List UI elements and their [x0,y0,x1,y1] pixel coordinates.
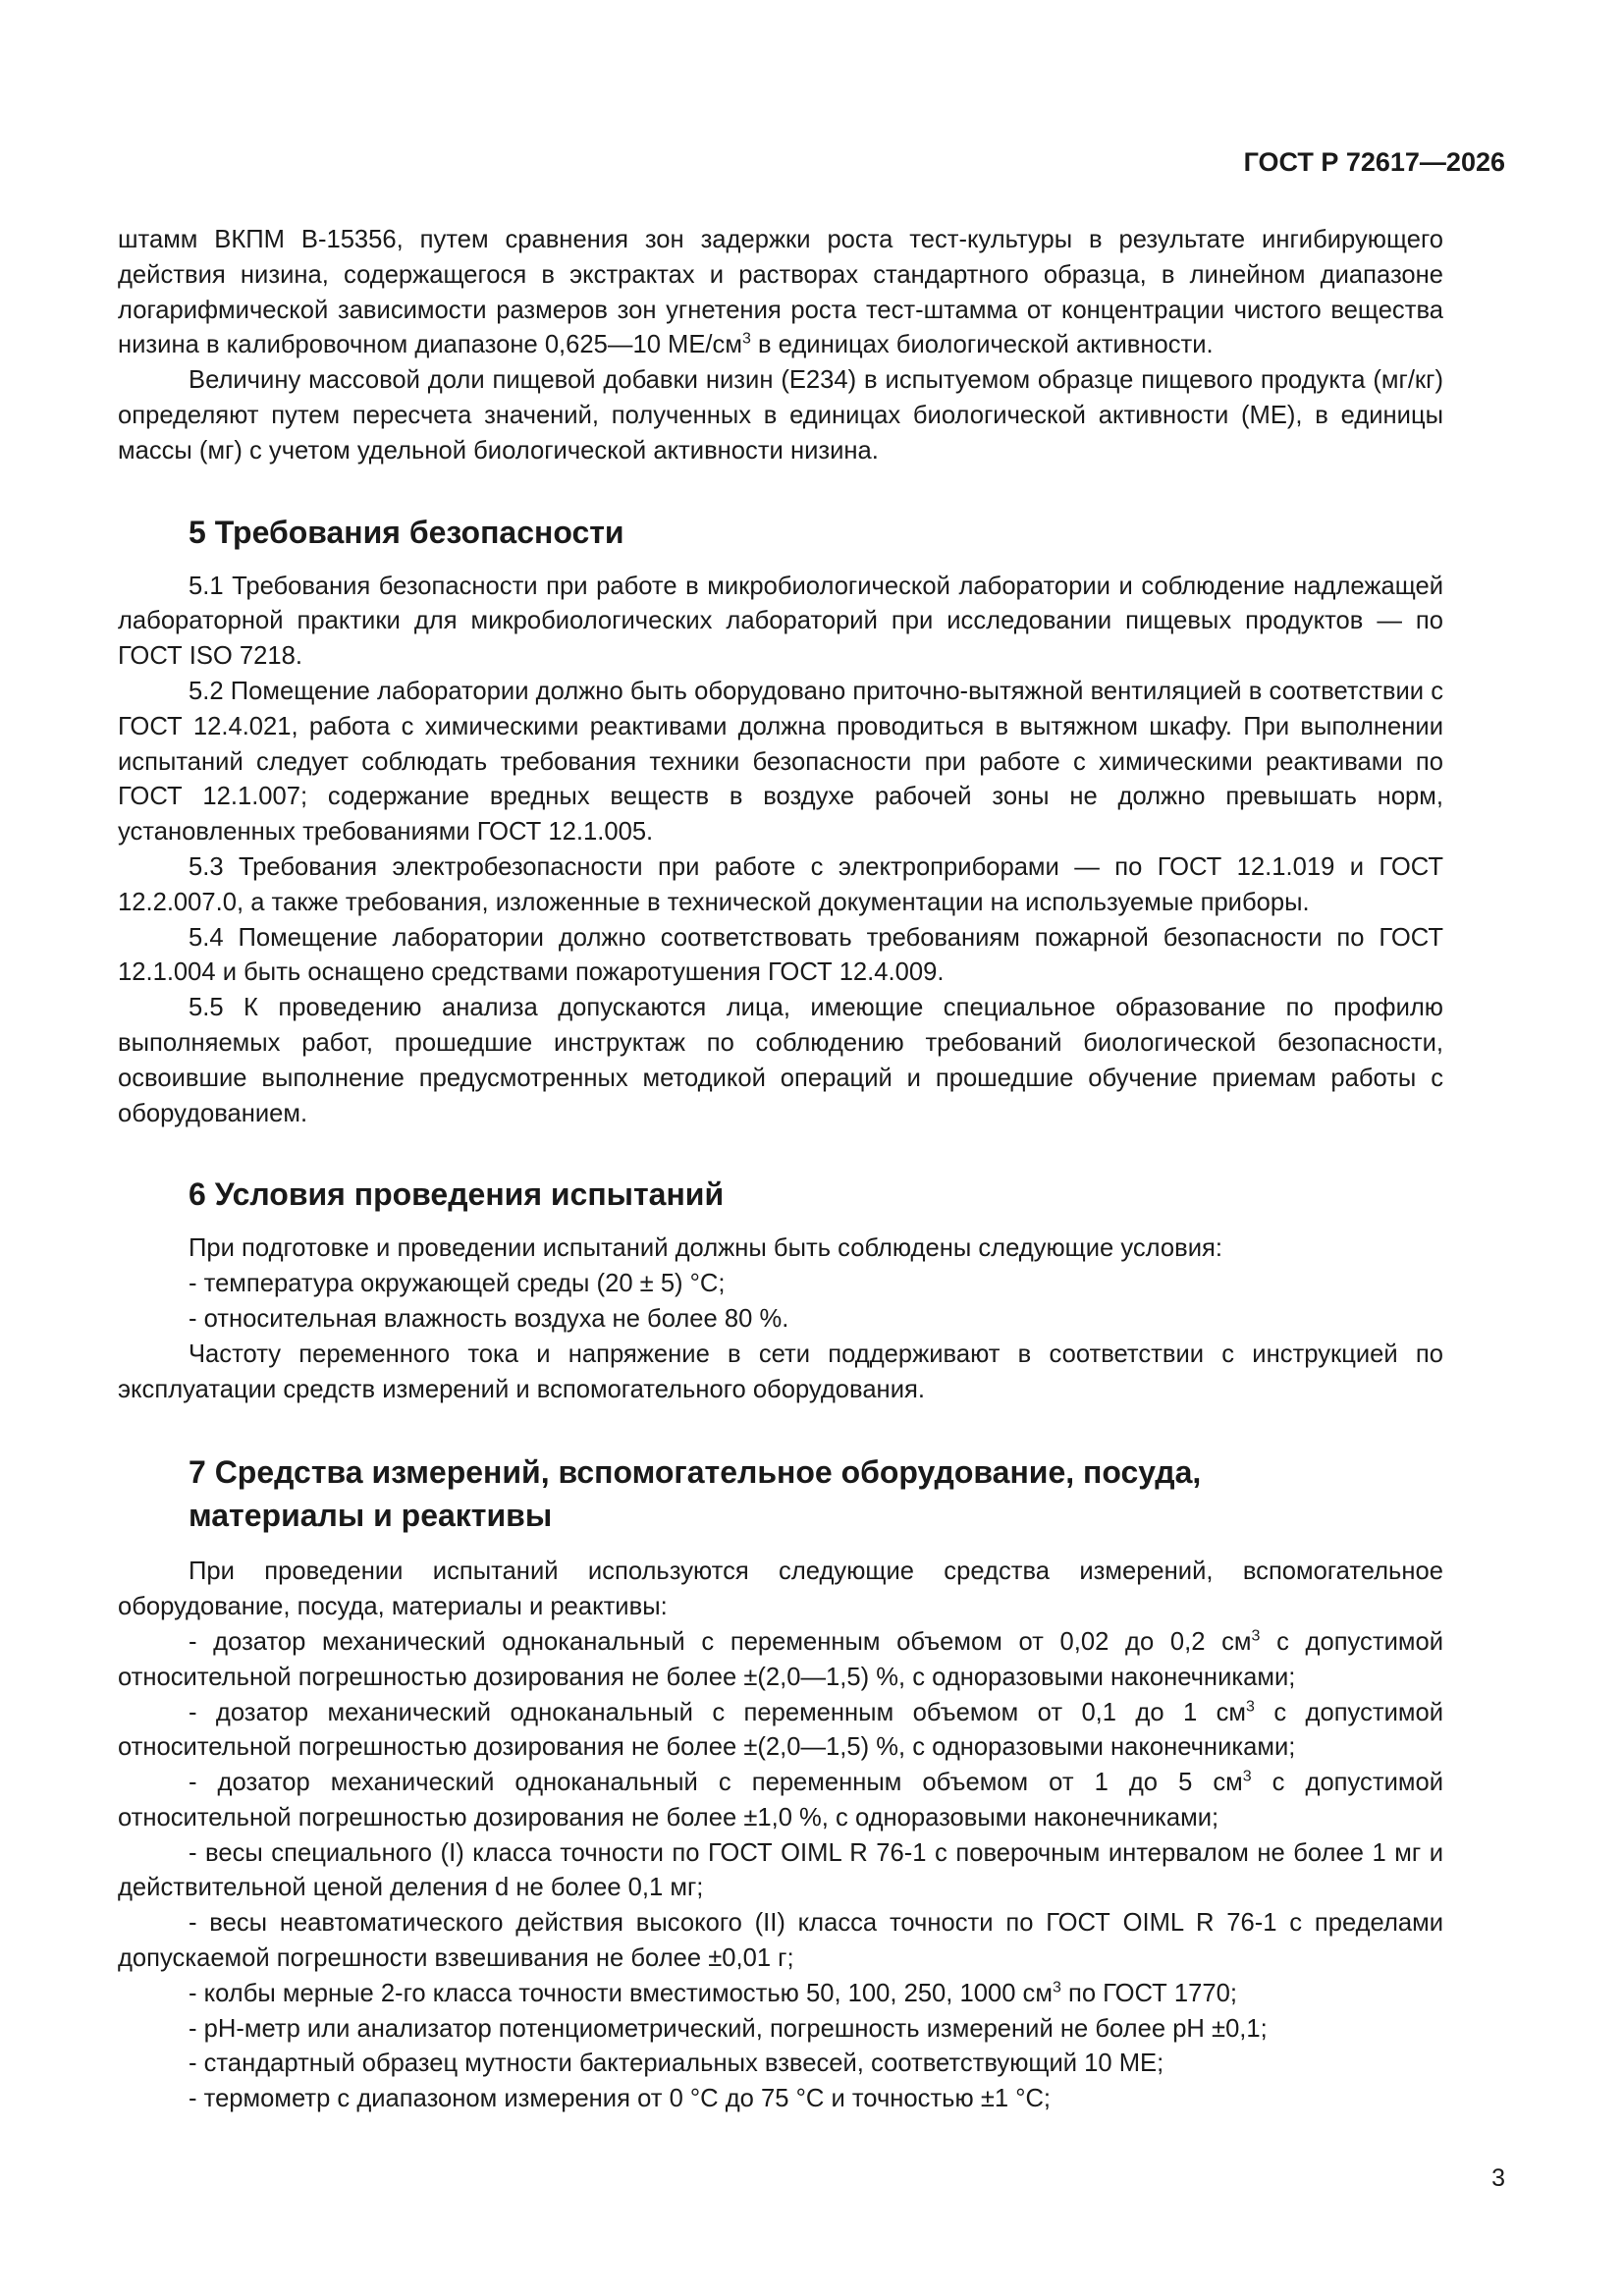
section-7-bullet-4: - весы специального (I) класса точности по ГОСТ OIML R 76-1 с поверочным интервалом не более 1 мг и действительной ценой деления d не более 0,1 мг; [118,1838,1443,1902]
section-7-bullet-7: - рН-метр или анализатор потенциометрический, погрешность измерений не более рН ±0,1; [189,2014,1268,2043]
page-number: 3 [1491,2164,1505,2192]
section-5-heading: 5 Требования безопасности [189,514,624,550]
section-7-bullet-8: - стандартный образец мутности бактериальных взвесей, соответствующий 10 МЕ; [189,2050,1164,2078]
section-5-item-3: 5.3 Требования электробезопасности при работе с электроприборами — по ГОСТ 12.1.019 и ГОСТ 12.2.007.0, а также требования, изложенные в технической документации на используемые приборы. [118,852,1443,916]
section-5-item-5: 5.5 К проведению анализа допускаются лица, имеющие специальное образование по профилю выполняемых работ, прошедшие инструктаж по соблюдению требований биологической безопасности, освоившие выполнение предусмотренных методикой операций и прошедшие обучение приемам работы с оборудованием. [118,994,1443,1127]
section-6-tail: Частоту переменного тока и напряжение в сети поддерживают в соответствии с инструкцией по эксплуатации средств измерений и вспомогательного оборудования. [118,1339,1443,1403]
section-6-lead: При подготовке и проведении испытаний должны быть соблюдены следующие условия: [189,1234,1222,1263]
section-7-bullet-3: - дозатор механический одноканальный с переменным объемом от 1 до 5 $см^3$ с допустимой относительной погрешностью дозирования не более ±1,0 %, с одноразовыми наконечниками; [118,1768,1443,1831]
section-7-lead: При проведении испытаний используются следующие средства измерений, вспомогательное оборудование, посуда, материалы и реактивы: [118,1558,1443,1621]
section-6-bullet-2: - относительная влажность воздуха не более 80 %. [189,1304,789,1333]
section-5-item-4: 5.4 Помещение лаборатории должно соответствовать требованиям пожарной безопасности по ГОСТ 12.1.004 и быть оснащено средствами пожаротушения ГОСТ 12.4.009. [118,923,1443,987]
intro-paragraph-1: штамм ВКПМ В-15356, путем сравнения зон задержки роста тест-культуры в результате ингибирующего действия низина, содержащегося в экстрактах и растворах стандартного образца, в линейном диапазоне логарифмической зависимости размеров зон угнетения роста тест-штамма от концентрации чистого вещества низина в калибровочном диапазоне 0,625—10 $МЕ/см^3$ в единицах биологической активности. [118,226,1443,359]
section-7-bullet-9: - термометр с диапазоном измерения от 0 °С до 75 °С и точностью ±1 °С; [189,2085,1052,2113]
section-7-bullet-1: - дозатор механический одноканальный с переменным объемом от 0,02 до 0,2 $см^3$ с допустимой относительной погрешностью дозирования не более ±(2,0—1,5) %, с одноразовыми наконечниками; [118,1627,1444,1691]
section-6-bullet-1: - температура окружающей среды (20 ± 5) °С; [189,1270,726,1298]
document-body [118,223,1443,2117]
section-7-bullet-5: - весы неавтоматического действия высокого (II) класса точности по ГОСТ OIML R 76-1 с пределами допускаемой погрешности взвешивания не более ±0,01 г; [118,1909,1443,1973]
section-7-bullet-2: - дозатор механический одноканальный с переменным объемом от 0,1 до 1 $см^3$ с допустимой относительной погрешностью дозирования не более ±(2,0—1,5) %, с одноразовыми наконечниками; [118,1697,1444,1762]
section-7-heading: 7 Средства измерений, вспомогательное оборудование, посуда, материалы и реактивы [189,1454,1202,1534]
section-5-item-2: 5.2 Помещение лаборатории должно быть оборудовано приточно-вытяжной вентиляцией в соответствии с ГОСТ 12.4.021, работа с химическими реактивами должна проводиться в вытяжном шкафу. При выполнении испытаний следует соблюдать требования техники безопасности при работе с химическими реактивами по ГОСТ 12.1.007; содержание вредных веществ в воздухе рабочей зоны не должно превышать норм, установленных требованиями ГОСТ 12.1.005. [118,677,1443,847]
section-6-heading: 6 Условия проведения испытаний [189,1176,725,1213]
section-5-item-1: 5.1 Требования безопасности при работе в микробиологической лаборатории и соблюдение надлежащей лабораторной практики для микробиологических лабораторий при исследовании пищевых продуктов — по ГОСТ ISO 7218. [118,572,1443,671]
document-code-header: ГОСТ Р 72617—2026 [1243,147,1505,177]
intro-paragraph-2: Величину массовой доли пищевой добавки низин (Е234) в испытуемом образце пищевого продукта (мг/кг) определяют путем пересчета значений, полученных в единицах биологической активности (МЕ), в единицы массы (мг) с учетом удельной биологической активности низина. [118,366,1443,465]
section-7-bullet-6: - колбы мерные 2-го класса точности вместимостью 50, 100, 250, 1000 $см^3$ по ГОСТ 1770; [189,1979,1237,2007]
